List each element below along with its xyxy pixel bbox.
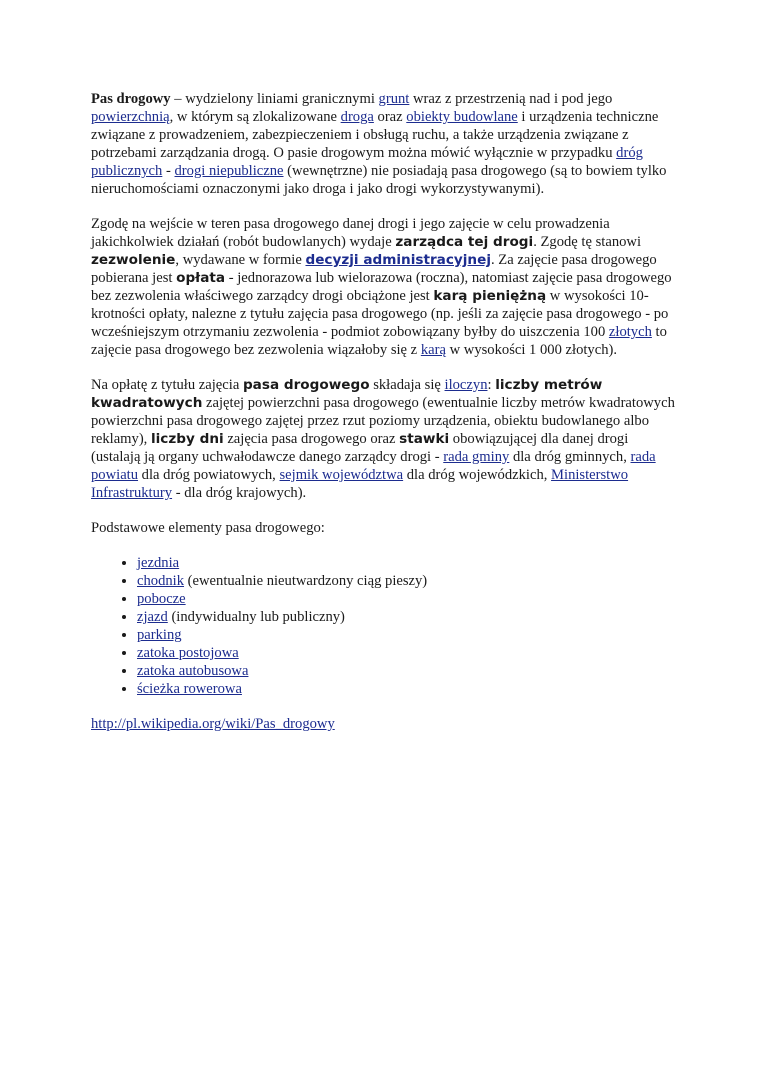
elements-list	[91, 554, 681, 698]
paragraph-permission	[91, 215, 681, 359]
element-link[interactable]: zjazd	[137, 609, 168, 625]
list-item	[137, 680, 681, 698]
text-run: dla dróg gminnych,	[509, 449, 631, 465]
emphasis-bold: liczby dni	[150, 431, 224, 447]
text-run: . Zgodę tę stanowi	[533, 234, 642, 250]
text-run: , w którym są zlokalizowane	[169, 109, 341, 125]
source-link[interactable]: http://pl.wikipedia.org/wiki/Pas_drogowy	[91, 716, 335, 732]
text-run: zajęcia pasa drogowego oraz	[223, 431, 400, 447]
document-body	[91, 90, 681, 750]
text-run: w wysokości 1 000 złotych).	[445, 342, 618, 358]
text-run: Zgodę na wejście w teren pasa drogowego danej drogi i jego zajęcie w celu prowadzenia jakichkolwiek działań (robót budowlanych) wydaje	[91, 216, 610, 250]
inline-link[interactable]: rada gminy	[443, 449, 510, 465]
paragraph-definition	[91, 90, 681, 198]
element-link[interactable]: ścieżka rowerowa	[137, 681, 242, 697]
text-run: wraz z przestrzenią nad i pod jego	[409, 91, 613, 107]
inline-link[interactable]: dróg publicznych	[91, 145, 643, 179]
text-run: zajętej powierzchni pasa drogowego (ewentualnie liczby metrów kwadratowych powierzchni pasa drogowego zajętej przez rzut poziomy urządzenia, obiektu budowlanego albo reklamy),	[91, 395, 675, 447]
inline-link[interactable]: drogi niepubliczne	[174, 163, 284, 179]
emphasis-bold: zarządca tej drogi	[395, 234, 534, 250]
emphasis-bold: stawki	[399, 431, 450, 447]
list-item	[137, 590, 681, 608]
element-link[interactable]: jezdnia	[137, 555, 180, 571]
element-link[interactable]: zatoka autobusowa	[137, 663, 249, 679]
list-item	[137, 608, 681, 626]
text-run: :	[487, 377, 496, 393]
element-link[interactable]: chodnik	[137, 573, 185, 589]
list-item	[137, 644, 681, 662]
element-link[interactable]: pobocze	[137, 591, 186, 607]
inline-link[interactable]: karą	[420, 342, 446, 358]
inline-link[interactable]: złotych	[608, 324, 652, 340]
list-item	[137, 572, 681, 590]
element-note: (ewentualnie nieutwardzony ciąg pieszy)	[184, 573, 428, 589]
list-item	[137, 554, 681, 572]
text-run: – wydzielony liniami granicznymi	[170, 91, 379, 107]
element-link[interactable]: parking	[137, 627, 182, 643]
source-url	[91, 715, 681, 733]
text-run: dla dróg wojewódzkich,	[403, 467, 552, 483]
inline-link[interactable]: droga	[340, 109, 374, 125]
list-item	[137, 662, 681, 680]
text-run: Na opłatę z tytułu zajęcia	[91, 377, 243, 393]
text-run: i urządzenia techniczne związane z prowadzeniem, zabezpieczeniem i obsługą ruchu, a także urządzenia związane z potrzebami zarządzania drogą. O pasie drogowym można mówić wyłącznie w przypadku	[91, 109, 659, 161]
inline-link[interactable]: grunt	[378, 91, 410, 107]
text-run: . Za zajęcie pasa drogowego pobierana jest	[91, 252, 657, 286]
text-run: to zajęcie pasa drogowego bez zezwolenia wiązałoby się z	[91, 324, 667, 358]
inline-link[interactable]: sejmik województwa	[279, 467, 404, 483]
inline-link[interactable]: iloczyn	[444, 377, 488, 393]
element-note: (indywidualny lub publiczny)	[167, 609, 345, 625]
term-bold: Pas drogowy	[91, 91, 171, 107]
emphasis-bold: karą pieniężną	[433, 288, 547, 304]
text-run: dla dróg powiatowych,	[138, 467, 280, 483]
inline-link[interactable]: Ministerstwo Infrastruktury	[91, 467, 629, 501]
inline-link[interactable]: powierzchnią	[91, 109, 170, 125]
inline-link[interactable]: rada powiatu	[91, 449, 656, 483]
text-run: (wewnętrzne) nie posiadają pasa drogowego (są to bowiem tylko nieruchomościami oznaczonymi jako droga i jako drogi wykorzystywanymi).	[91, 163, 667, 197]
text-run: -	[162, 163, 175, 179]
list-item	[137, 626, 681, 644]
text-run: w wysokości 10-krotności opłaty, nalezne z tytułu zajęcia pasa drogowego (np. jeśli za zajęcie pasa drogowego - po wcześniejszym otrzymaniu zezwolenia - podmiot zobowiązany byłby do uiszczenia 100	[91, 288, 669, 340]
inline-link[interactable]: obiekty budowlane	[406, 109, 518, 125]
emphasis-bold: opłata	[176, 270, 226, 286]
elements-heading: Podstawowe elementy pasa drogowego:	[91, 520, 325, 536]
emphasis-bold: zezwolenie	[91, 252, 176, 268]
emphasis-bold: pasa drogowego	[242, 377, 370, 393]
inline-link-bold[interactable]: decyzji administracyjnej	[305, 252, 491, 268]
text-run: , wydawane w formie	[175, 252, 306, 268]
text-run: oraz	[373, 109, 407, 125]
text-run: - dla dróg krajowych).	[172, 485, 307, 501]
emphasis-bold: liczby metrów kwadratowych	[91, 377, 603, 411]
text-run: składaja się	[369, 377, 445, 393]
text-run: - jednorazowa lub wielorazowa (roczna), natomiast zajęcie pasa drogowego bez zezwolenia właściwego zarządcy drogi obciążone jest	[91, 270, 672, 304]
paragraph-fee	[91, 376, 681, 502]
text-run: obowiązującej dla danej drogi (ustalają ją organy uchwałodawcze danego zarządcy drogi -	[91, 431, 629, 465]
element-link[interactable]: zatoka postojowa	[137, 645, 239, 661]
